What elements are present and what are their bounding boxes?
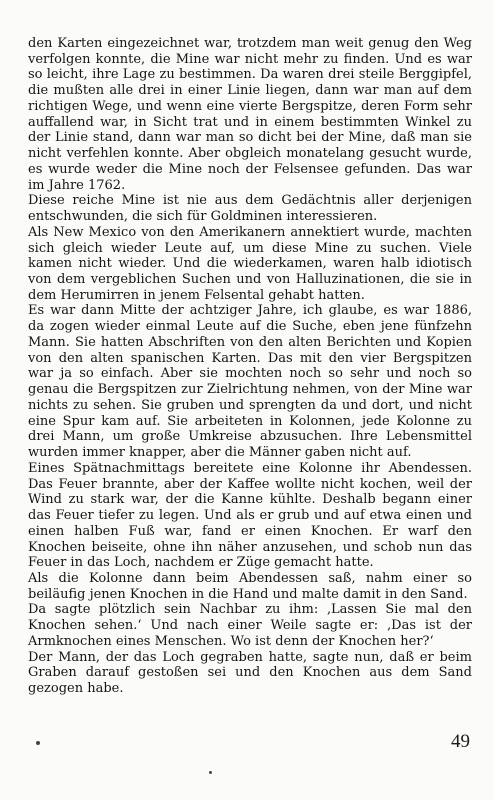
paragraph-8: Der Mann, der das Loch gegraben hatte, sagte nun, daß er beim Graben darauf gestoßen sei und den Knochen aus dem Sand gezogen habe. (28, 649, 472, 697)
paragraph-6: Als die Kolonne dann beim Abendessen saß, nahm einer so beiläufig jenen Knochen in die Hand und malte damit in den Sand. (28, 570, 472, 602)
page-body (28, 36, 472, 697)
page-number: 49 (451, 731, 470, 752)
paragraph-2: Diese reiche Mine ist nie aus dem Gedächtnis aller derjenigen entschwunden, die sich für Goldminen interessieren. (28, 193, 472, 225)
paragraph-4: Es war dann Mitte der achtziger Jahre, ich glaube, es war 1886, da zogen wieder einmal Leute auf die Suche, eben jene fünfzehn Mann. Sie hatten Abschriften von den alten Berichten und Kopien von den alten spanischen Karten. Das mit den vier Bergspitzen war ja so einfach. Aber sie mochten noch so sehr und noch so genau die Bergspitzen zur Zielrichtung nehmen, von der Mine war nichts zu sehen. Sie gruben und sprengten da und dort, und nicht eine Spur kam auf. Sie arbeiteten in Kolonnen, jede Kolonne zu drei Mann, um große Umkreise abzusuchen. Ihre Lebensmittel wurden immer knapper, aber die Männer gaben nicht auf. (28, 303, 472, 461)
paragraph-1: den Karten eingezeichnet war, trotzdem man weit genug den Weg verfolgen konnte, die Mine war nicht mehr zu finden. Und es war so leicht, ihre Lage zu bestimmen. Da waren drei steile Berggipfel, die mußten alle drei in einer Linie liegen, dann war man auf dem richtigen Wege, und wenn eine vierte Bergspitze, deren Form sehr auffallend war, in Sicht trat und in einem bestimmten Winkel zu der Linie stand, dann war man so dicht bei der Mine, daß man sie nicht verfehlen konnte. Aber obgleich monatelang gesucht wurde, es wurde weder die Mine noch der Felsensee gefunden. Das war im Jahre 1762. (28, 36, 472, 193)
paragraph-7: Da sagte plötzlich sein Nachbar zu ihm: ‚Lassen Sie mal den Knochen sehen.‘ Und nach einer Weile sagte er: ‚Das ist der Armknochen eines Menschen. Wo ist denn der Knochen her?‘ (28, 602, 472, 649)
paragraph-3: Als New Mexico von den Amerikanern annektiert wurde, machten sich gleich wieder Leute auf, um diese Mine zu suchen. Viele kamen nicht wieder. Und die wiederkamen, waren halb idiotisch von dem vergeblichen Suchen und von Halluzinationen, die sie in dem Herumirren in jenem Felsental gehabt hatten. (28, 224, 472, 303)
print-speck (36, 741, 40, 745)
paragraph-5: Eines Spätnachmittags bereitete eine Kolonne ihr Abendessen. Das Feuer brannte, aber der Kaffee wollte nicht kochen, weil der Wind zu stark war, der die Kanne kühlte. Deshalb begann einer das Feuer tiefer zu legen. Und als er grub und auf etwa einen und einen halben Fuß war, fand er einen Knochen. Er warf den Knochen beiseite, ohne ihn näher anzusehen, und schob nun das Feuer in das Loch, nachdem er Züge gemacht hatte. (28, 460, 472, 571)
print-speck-bottom (209, 771, 212, 774)
